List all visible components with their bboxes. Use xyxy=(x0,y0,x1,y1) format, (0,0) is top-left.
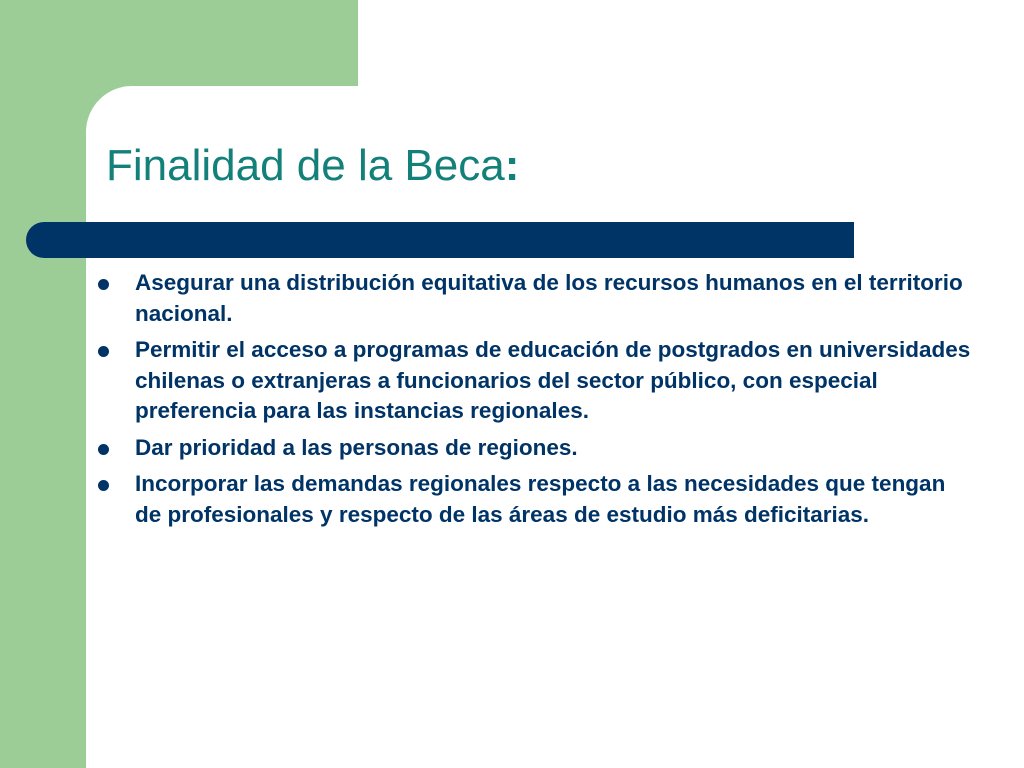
slide-title-text: Finalidad de la Beca xyxy=(106,141,505,190)
slide-title-colon: : xyxy=(504,141,520,190)
bullet-text: Dar prioridad a las personas de regiones. xyxy=(135,434,578,460)
bullet-list xyxy=(92,268,972,536)
bullet-item xyxy=(92,335,972,427)
bullet-text: Incorporar las demandas regionales respecto a las necesidades que tengan de profesionales y respecto de las áreas de estudio más deficitarias. xyxy=(135,471,946,527)
bullet-item xyxy=(92,268,972,329)
title-divider-bar xyxy=(26,222,854,258)
bullet-text: Permitir el acceso a programas de educación de postgrados en universidades chilenas o extranjeras a funcionarios del sector público, con especial preferencia para las instancias regionales. xyxy=(135,337,971,423)
bullet-dot-icon xyxy=(98,346,109,357)
bullet-item xyxy=(92,469,972,530)
slide-title xyxy=(106,140,519,193)
bullet-dot-icon xyxy=(98,279,109,290)
bullet-dot-icon xyxy=(98,480,109,491)
bullet-text: Asegurar una distribución equitativa de los recursos humanos en el territorio nacional. xyxy=(135,270,963,326)
bullet-dot-icon xyxy=(98,444,109,455)
bullet-item xyxy=(92,433,972,464)
